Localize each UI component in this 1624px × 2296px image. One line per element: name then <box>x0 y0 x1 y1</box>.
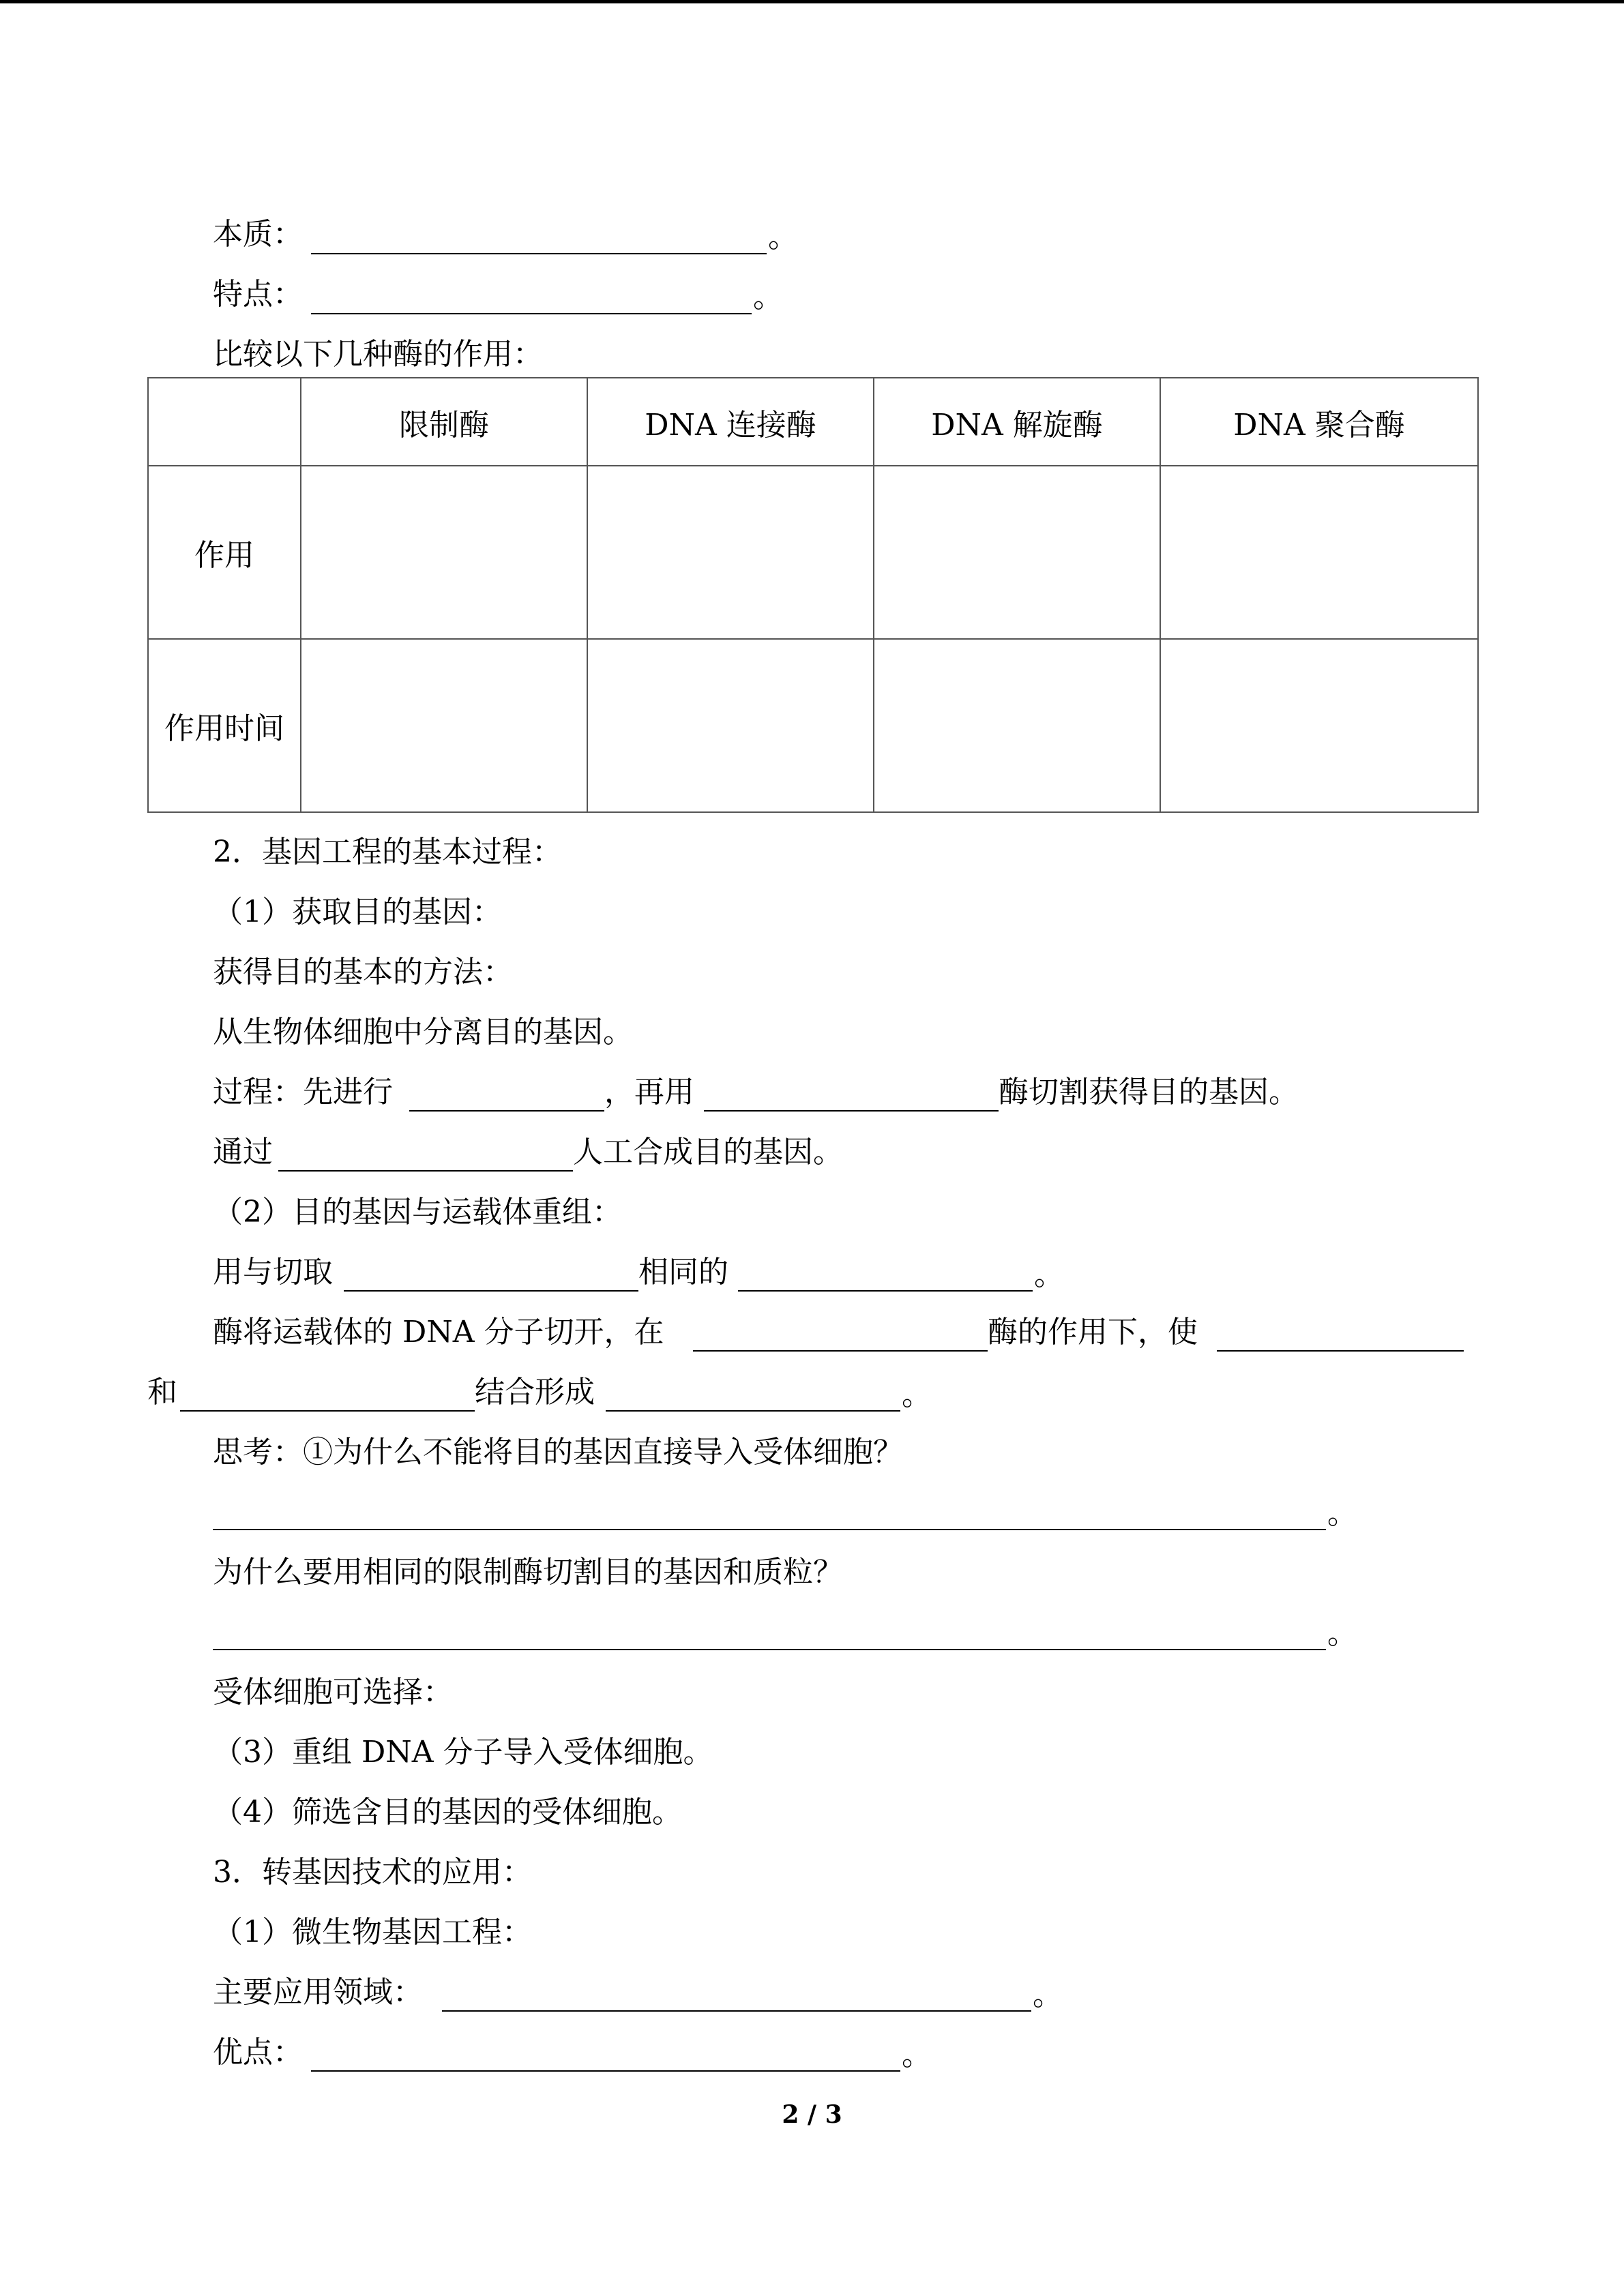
main-app-blank[interactable] <box>442 2010 1031 2012</box>
recomb-blank-6[interactable] <box>606 1410 900 1412</box>
header-cell: DNA 解旋酶 <box>874 378 1160 466</box>
isolate-text: 从生物体细胞中分离目的基因。 <box>213 1015 633 1049</box>
step3-title: （3）重组 DNA 分子导入受体细胞。 <box>213 1735 713 1770</box>
recomb-text-d-a: 和 <box>147 1375 177 1410</box>
process-text-a: 过程：先进行 <box>213 1075 393 1109</box>
methods-label: 获得目的基本的方法： <box>213 955 513 989</box>
advantage-blank[interactable] <box>311 2070 900 2072</box>
process-blank-2[interactable] <box>704 1110 999 1112</box>
process-blank-1[interactable] <box>409 1110 604 1112</box>
essence-label: 本质： <box>213 217 303 252</box>
process-text-b: ，再用 <box>604 1075 694 1109</box>
recomb-blank-1[interactable] <box>344 1290 638 1292</box>
recomb-text-d-b: 结合形成 <box>475 1375 595 1410</box>
synth-text-b: 人工合成目的基因。 <box>573 1135 843 1169</box>
think-question-1: 思考：①为什么不能将目的基因直接导入受体细胞？ <box>213 1435 903 1470</box>
table-cell[interactable] <box>587 639 874 812</box>
table-row <box>148 466 1478 639</box>
advantage-label: 优点： <box>213 2035 303 2070</box>
period: 。 <box>1034 1257 1064 1292</box>
think-answer-2[interactable] <box>213 1649 1326 1650</box>
period: 。 <box>902 2038 932 2072</box>
essence-blank[interactable] <box>311 253 767 254</box>
recomb-blank-4[interactable] <box>1217 1350 1464 1352</box>
recomb-text-c-a: 酶将运载体的 DNA 分子切开，在 <box>213 1315 664 1350</box>
process-title: 2．基因工程的基本过程： <box>213 835 562 869</box>
table-cell[interactable] <box>301 466 587 639</box>
period: 。 <box>1327 1616 1357 1651</box>
recomb-blank-2[interactable] <box>738 1290 1033 1292</box>
table-cell[interactable] <box>1160 639 1478 812</box>
step1-title: （1）获取目的基因： <box>213 895 502 929</box>
think-answer-1[interactable] <box>213 1529 1326 1530</box>
top-border <box>0 0 1624 3</box>
header-cell: DNA 连接酶 <box>587 378 874 466</box>
table-cell[interactable] <box>874 639 1160 812</box>
enzyme-comparison-table <box>147 377 1479 813</box>
recomb-text-a: 用与切取 <box>213 1255 333 1289</box>
table-row <box>148 639 1478 812</box>
table-cell[interactable] <box>301 639 587 812</box>
app-title: 3．转基因技术的应用： <box>213 1855 532 1890</box>
feature-label: 特点： <box>213 277 303 312</box>
header-cell: DNA 聚合酶 <box>1160 378 1478 466</box>
page-number: 2 / 3 <box>782 2100 842 2129</box>
recomb-blank-3[interactable] <box>693 1350 988 1352</box>
period: 。 <box>753 280 783 314</box>
synth-blank[interactable] <box>278 1170 573 1172</box>
header-cell <box>148 378 301 466</box>
recomb-text-b: 相同的 <box>638 1255 728 1289</box>
recipient-label: 受体细胞可选择： <box>213 1675 453 1710</box>
main-app-label: 主要应用领域： <box>213 1975 423 2010</box>
row-label: 作用时间 <box>148 639 301 812</box>
process-text-c: 酶切割获得目的基因。 <box>999 1075 1299 1109</box>
step2-title: （2）目的基因与运载体重组： <box>213 1195 622 1229</box>
table-cell[interactable] <box>874 466 1160 639</box>
table-cell[interactable] <box>1160 466 1478 639</box>
period: 。 <box>1033 1978 1063 2012</box>
compare-title: 比较以下几种酶的作用： <box>213 337 543 372</box>
table-cell[interactable] <box>587 466 874 639</box>
recomb-blank-5[interactable] <box>180 1410 475 1412</box>
period: 。 <box>768 220 798 254</box>
header-cell: 限制酶 <box>301 378 587 466</box>
recomb-text-c-b: 酶的作用下，使 <box>988 1315 1198 1350</box>
feature-blank[interactable] <box>311 313 752 314</box>
step4-title: （4）筛选含目的基因的受体细胞。 <box>213 1795 682 1830</box>
synth-text-a: 通过 <box>213 1135 273 1169</box>
period: 。 <box>902 1377 932 1412</box>
think-question-2: 为什么要用相同的限制酶切割目的基因和质粒？ <box>213 1555 843 1590</box>
period: 。 <box>1327 1496 1357 1531</box>
micro-title: （1）微生物基因工程： <box>213 1915 532 1950</box>
row-label: 作用 <box>148 466 301 639</box>
table-header-row <box>148 378 1478 466</box>
